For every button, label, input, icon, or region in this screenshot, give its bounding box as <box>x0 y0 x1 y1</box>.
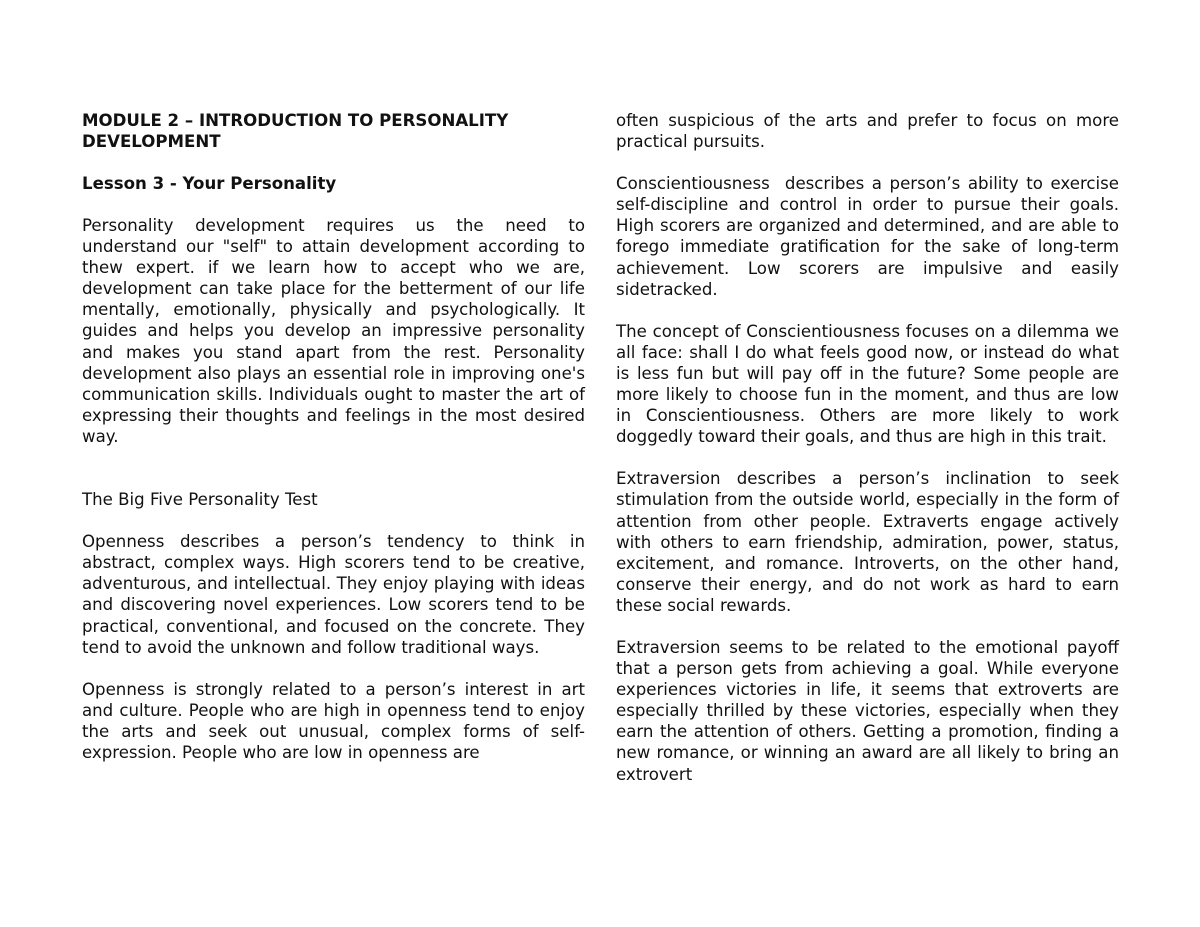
conscientiousness-paragraph: Conscientiousness describes a person’s ability to exercise self-discipline and control in order to pursue their goals. High scorers are organized and determined, and are able to forego immediate gratification for the sake of long-term achievement. Low scorers are impulsive and easily sidetracked. <box>616 174 1125 299</box>
section-heading-big-five: The Big Five Personality Test <box>82 490 318 510</box>
openness-paragraph-2: Openness is strongly related to a person’s interest in art and culture. People who are high in openness tend to enjoy the arts and seek out unusual, complex forms of self-expression. People who are low in openness are <box>82 679 585 762</box>
openness-continuation: often suspicious of the arts and prefer to focus on more practical pursuits. <box>616 111 1119 152</box>
module-title: MODULE 2 – INTRODUCTION TO PERSONALITY DEVELOPMENT <box>82 111 509 151</box>
openness-paragraph: Openness describes a person’s tendency to think in abstract, complex ways. High scorers tend to be creative, adventurous, and intellectual. They enjoy playing with ideas and discovering novel experiences. Low scorers tend to be practical, conventional, and focused on the concrete. They tend to avoid the unknown and follow traditional ways. <box>82 532 585 657</box>
intro-paragraph: Personality development requires us the need to understand our "self" to attain development according to thew expert. if we learn how to accept who we are, development can take place for the betterment of our life mentally, emotionally, physically and psychologically. It guides and helps you develop an impressive personality and makes you stand apart from the rest. Personality development also plays an essential role in improving one's communication skills. Individuals ought to master the art of expressing their thoughts and feelings in the most desired way. <box>82 216 585 446</box>
extraversion-paragraph-2: Extraversion seems to be related to the emotional payoff that a person gets from achieving a goal. While everyone experiences victories in life, it seems that extroverts are especially thrilled by these victories, especially when they earn the attention of others. Getting a promotion, finding a new romance, or winning an award are all likely to bring an extrovert <box>616 637 1119 784</box>
lesson-title: Lesson 3 - Your Personality <box>82 174 337 193</box>
conscientiousness-paragraph-2: The concept of Conscientiousness focuses on a dilemma we all face: shall I do what feels good now, or instead do what is less fun but will pay off in the future? Some people are more likely to choose fun in the moment, and thus are low in Conscientiousness. Others are more likely to work doggedly toward their goals, and thus are high in this trait. <box>616 321 1119 447</box>
left-column <box>82 110 585 763</box>
extraversion-paragraph: Extraversion describes a person’s inclination to seek stimulation from the outside world, especially in the form of attention from other people. Extraverts engage actively with others to earn friendship, admiration, power, status, excitement, and romance. Introverts, on the other hand, conserve their energy, and do not work as hard to earn these social rewards. <box>616 469 1119 615</box>
right-column <box>616 110 1125 785</box>
